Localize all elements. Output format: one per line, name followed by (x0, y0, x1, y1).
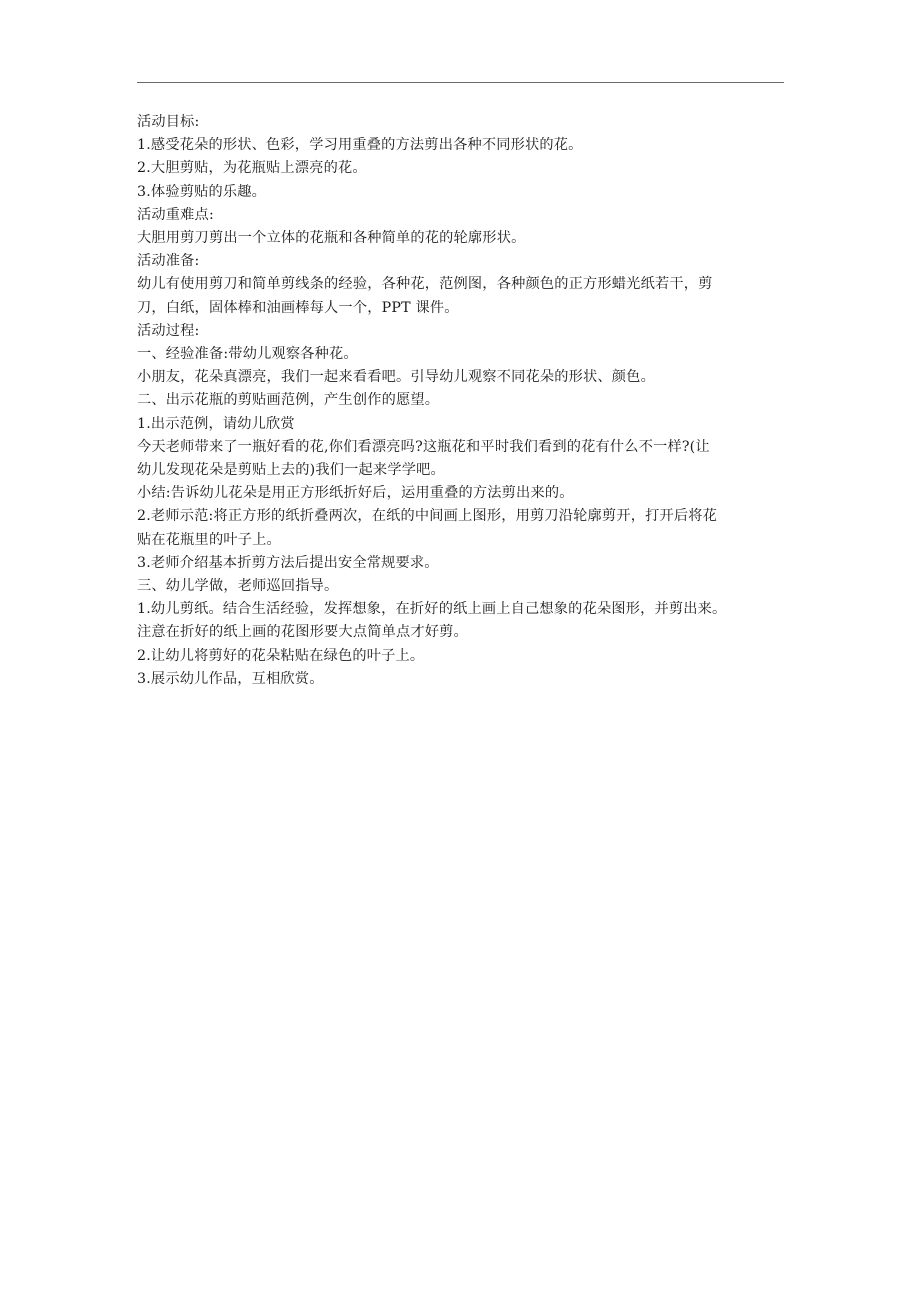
section-heading-preparation: 活动准备: (137, 253, 200, 270)
section-heading-process: 活动过程: (137, 322, 200, 339)
objective-1: 1.感受花朵的形状、色彩，学习用重叠的方法剪出各种不同形状的花。 (137, 137, 583, 154)
key-points-text: 大胆用剪刀剪出一个立体的花瓶和各种简单的花的轮廓形状。 (137, 230, 526, 247)
process-step-1-heading: 一、经验准备:带幼儿观察各种花。 (137, 346, 358, 363)
section-heading-objectives: 活动目标: (137, 114, 200, 130)
process-step-2-text-line-1: 今天老师带来了一瓶好看的花,你们看漂亮吗?这瓶花和平时我们看到的花有什么不一样?(让 (137, 438, 710, 455)
process-step-2-item-3: 3.老师介绍基本折剪方法后提出安全常规要求。 (137, 554, 439, 571)
process-step-3-item-3: 3.展示幼儿作品，互相欣赏。 (137, 670, 324, 687)
preparation-text-line-1: 幼儿有使用剪刀和简单剪线条的经验，各种花，范例图，各种颜色的正方形蜡光纸若干，剪 (137, 276, 713, 293)
preparation-text-line-2: 刀，白纸，固体棒和油画棒每人一个，PPT 课件。 (137, 299, 459, 316)
process-step-2-heading: 二、出示花瓶的剪贴画范例，产生创作的愿望。 (137, 392, 440, 409)
objective-2: 2.大胆剪贴，为花瓶贴上漂亮的花。 (137, 160, 367, 177)
process-step-1-text: 小朋友，花朵真漂亮，我们一起来看看吧。引导幼儿观察不同花朵的形状、颜色。 (137, 369, 655, 386)
document-body (137, 111, 787, 691)
process-step-2-item-1: 1.出示范例，请幼儿欣赏 (137, 415, 295, 432)
process-step-2-item-2-line-2: 贴在花瓶里的叶子上。 (137, 531, 281, 548)
process-step-3-item-1-line-1: 1.幼儿剪纸。结合生活经验，发挥想象，在折好的纸上画上自己想象的花朵图形，并剪出来。 (137, 601, 727, 618)
process-step-2-item-2-line-1: 2.老师示范:将正方形的纸折叠两次，在纸的中间画上图形，用剪刀沿轮廓剪开，打开后将花 (137, 508, 718, 525)
section-heading-key-points: 活动重难点: (137, 206, 214, 223)
process-step-3-item-2: 2.让幼儿将剪好的花朵粘贴在绿色的叶子上。 (137, 647, 425, 664)
process-step-2-summary: 小结:告诉幼儿花朵是用正方形纸折好后，运用重叠的方法剪出来的。 (137, 485, 574, 502)
header-rule (137, 82, 784, 83)
process-step-2-text-line-2: 幼儿发现花朵是剪贴上去的)我们一起来学学吧。 (137, 462, 445, 479)
process-step-3-heading: 三、幼儿学做，老师巡回指导。 (137, 578, 339, 595)
process-step-3-item-1-line-2: 注意在折好的纸上画的花图形要大点简单点才好剪。 (137, 624, 468, 641)
objective-3: 3.体验剪贴的乐趣。 (137, 183, 267, 200)
